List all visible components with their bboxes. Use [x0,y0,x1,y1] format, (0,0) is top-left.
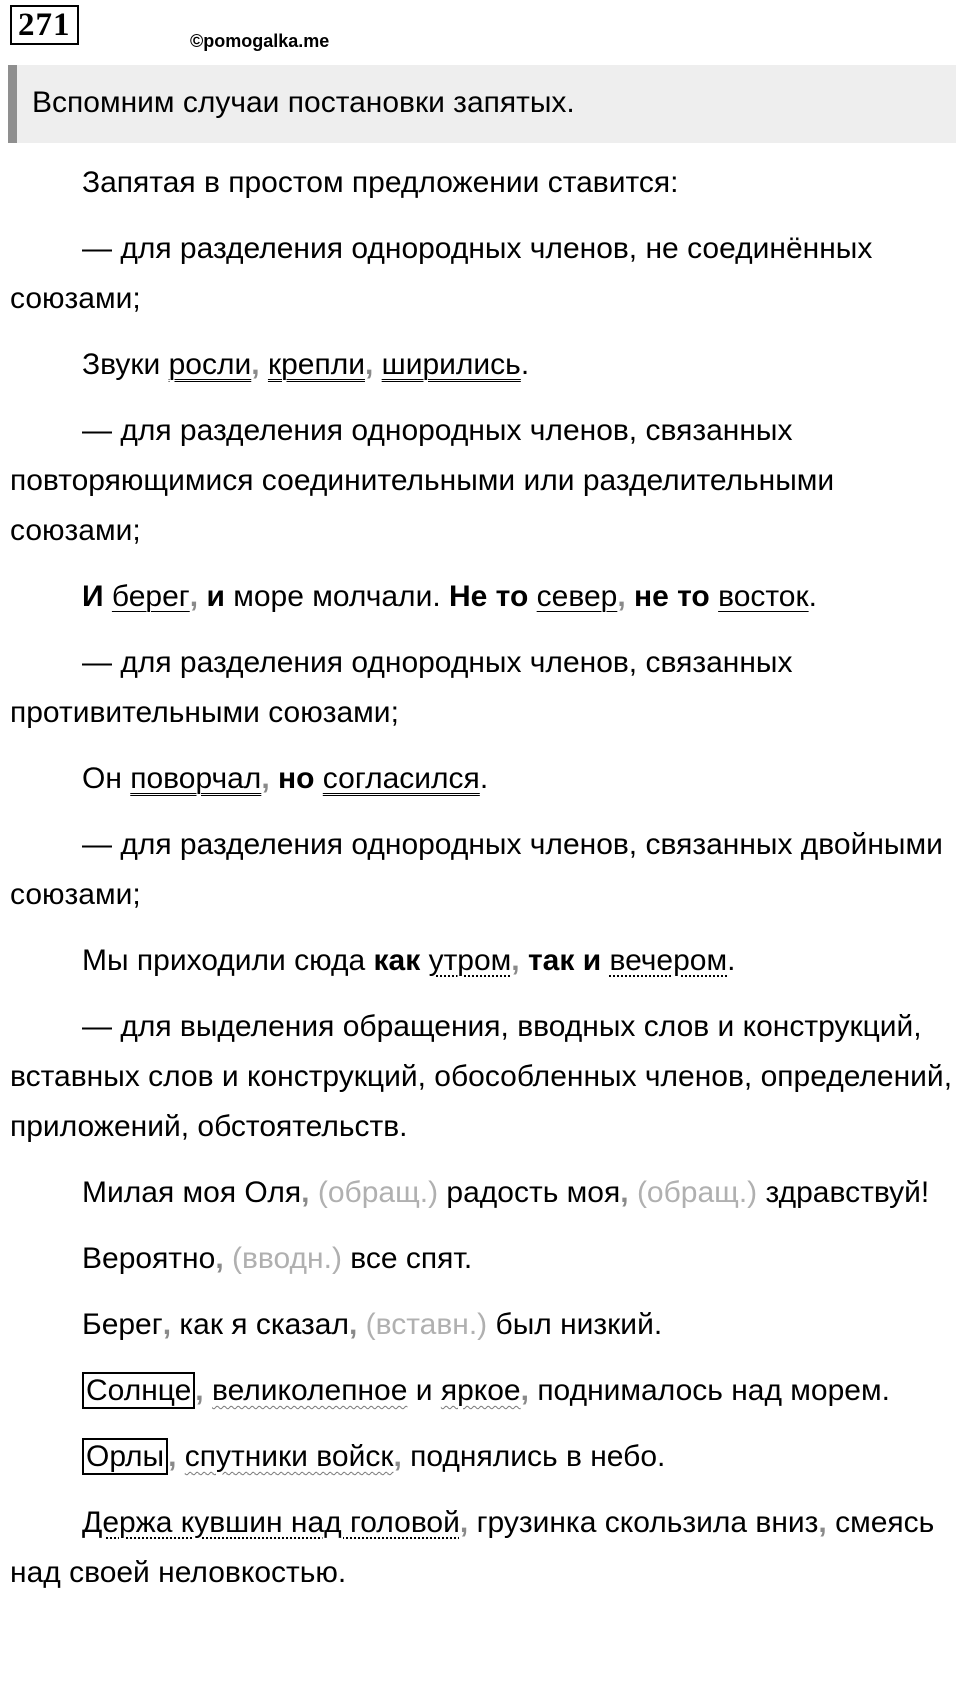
word: смеясь над своей неловкостью. [10,1506,935,1589]
subject: берег [111,580,190,613]
period: . [520,348,530,381]
subject: восток [718,580,809,613]
boxed-word: Орлы [82,1438,168,1475]
adverbial-phrase: Держа кувшин над головой [82,1506,460,1539]
word: был низкий. [495,1308,663,1341]
comma: , [620,1176,629,1209]
comma: , [459,1506,469,1539]
attribute: яркое [440,1374,521,1407]
conjunction: как [373,944,421,977]
period: . [727,944,736,977]
comma: , [261,762,270,795]
word: здравствуй! [765,1176,930,1209]
word: Мы приходили сюда [82,944,366,977]
predicate: ширились [381,348,521,381]
note: (обращ.) [317,1176,439,1209]
source-watermark: ©pomogalka.me [190,31,330,51]
word: Берег [82,1308,163,1341]
task-banner [8,65,956,143]
comma: , [393,1440,402,1473]
comma: , [251,348,260,381]
exercise-number: 271 [10,5,79,45]
apposition: спутники войск [184,1440,394,1473]
example-5 [10,1168,956,1218]
comma: , [162,1308,172,1341]
word: поднялись в небо. [410,1440,666,1473]
comma: , [511,944,520,977]
adverbial: утром [428,944,512,977]
conjunction: не то [634,580,710,613]
word: Он [82,762,122,795]
predicate: согласился [322,762,480,795]
comma: , [520,1374,529,1407]
comma: , [301,1176,310,1209]
period: . [808,580,817,613]
boxed-word: Солнце [82,1372,195,1409]
rule-2: — для разделения однородных членов, связанных повторяющимися соединительными или разделительными союзами; [10,414,835,547]
note: (вводн.) [232,1242,342,1275]
rule-3: — для разделения однородных членов, связанных противительными союзами; [10,646,793,729]
word: Звуки [82,348,161,381]
predicate: росли [168,348,252,381]
conjunction: так и [527,944,602,977]
word: море молчали. [233,580,441,613]
attribute: великолепное [211,1374,408,1407]
rule-4: — для разделения однородных членов, связанных двойными союзами; [10,828,943,911]
comma: , [348,1308,358,1341]
example-2 [10,572,956,622]
subject: север [536,580,618,613]
comma: , [215,1242,224,1275]
rule-5: — для выделения обращения, вводных слов и конструкций, вставных слов и конструкций, обособленных членов, определений, приложений, обстоятельств. [10,1010,953,1143]
comma: , [195,1374,204,1407]
example-8 [10,1366,956,1416]
header [0,0,960,60]
example-1 [10,340,956,390]
period: . [479,762,489,795]
word: как я сказал [179,1308,349,1341]
task-text: Вспомним случаи постановки запятых. [32,86,575,119]
comma: , [189,580,199,613]
example-6 [10,1234,956,1284]
word: грузинка скользила вниз [476,1506,819,1539]
note: (обращ.) [636,1176,758,1209]
conjunction: и [206,580,225,613]
example-7 [10,1300,956,1350]
word: Вероятно [82,1242,216,1275]
conjunction: Не то [449,580,529,613]
comma: , [818,1506,827,1539]
answer-content [10,158,956,1614]
rule-intro: Запятая в простом предложении ставится: [82,166,679,199]
predicate: поворчал [130,762,262,795]
comma: , [617,580,626,613]
word: все спят. [350,1242,473,1275]
rule-1: — для разделения однородных членов, не соединённых союзами; [10,232,873,315]
comma: , [364,348,374,381]
predicate: крепли [267,348,365,381]
adverbial: вечером [609,944,728,977]
word: и [415,1374,433,1407]
example-3 [10,754,956,804]
word: Милая моя Оля [82,1176,302,1209]
conjunction: И [82,580,104,613]
comma: , [168,1440,177,1473]
example-10 [10,1498,956,1598]
note: (вставн.) [365,1308,488,1341]
word: поднималось над морем. [537,1374,890,1407]
example-4 [10,936,956,986]
word: радость моя [446,1176,621,1209]
example-9 [10,1432,956,1482]
conjunction: но [278,762,315,795]
